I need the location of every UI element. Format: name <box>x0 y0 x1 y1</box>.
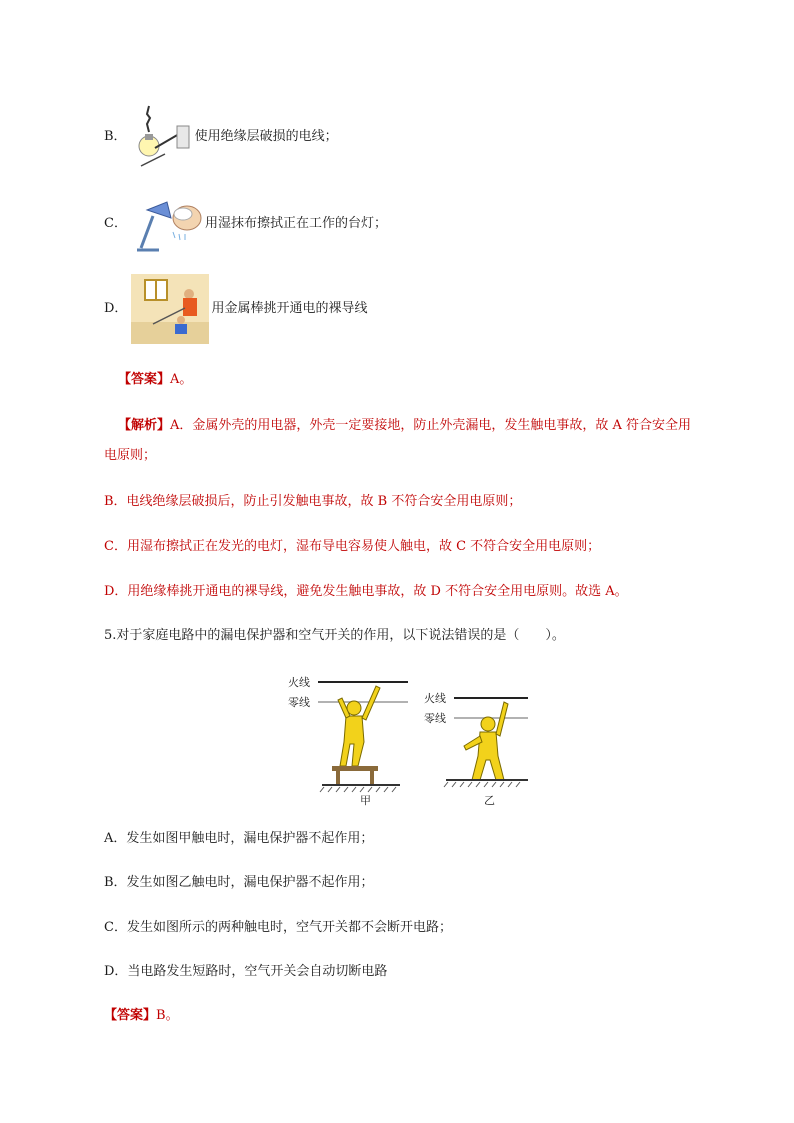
option-letter: D． <box>104 301 128 316</box>
analysis-tag: 【解析】 <box>118 418 171 433</box>
q5-option-c: C．发生如图所示的两种触电时，空气开关都不会断开电路； <box>104 920 452 935</box>
answer-5 <box>104 1006 179 1026</box>
person-on-stool <box>338 686 380 766</box>
metal-rod-wire-image <box>131 274 209 344</box>
answer-value: B。 <box>156 1008 179 1023</box>
person-on-ground <box>464 702 508 780</box>
stool <box>332 766 378 785</box>
option-text: 使用绝缘层破损的电线； <box>194 129 338 144</box>
option-text: 用湿抹布擦拭正在工作的台灯； <box>204 216 387 231</box>
neutral-wire-label-right: 零线 <box>424 712 446 725</box>
broken-wire-bulb-image <box>135 104 193 170</box>
caption-jia: 甲 <box>360 794 371 807</box>
option-b <box>104 104 338 170</box>
live-wire-label-right: 火线 <box>424 692 446 705</box>
live-wire-label-left: 火线 <box>288 676 310 689</box>
wet-cloth-lamp-image <box>133 196 203 252</box>
analysis-line-3: C．用湿布擦拭正在发光的电灯，湿布导电容易使人触电，故 C 不符合安全用电原则； <box>104 539 601 554</box>
answer-value: A。 <box>170 372 193 387</box>
electric-shock-figure <box>282 668 532 808</box>
q5-option-a: A．发生如图甲触电时，漏电保护器不起作用； <box>104 831 374 846</box>
question-5-stem: 5.对于家庭电路中的漏电保护器和空气开关的作用，以下说法错误的是（ ）。 <box>104 628 565 643</box>
answer-tag: 【答案】 <box>118 372 171 387</box>
analysis-line-2: B．电线绝缘层破损后，防止引发触电事故，故 B 不符合安全用电原则； <box>104 494 522 509</box>
answer-tag: 【答案】 <box>104 1008 157 1023</box>
analysis-line-4: D．用绝缘棒挑开通电的裸导线，避免发生触电事故，故 D 不符合安全用电原则。故选 A。 <box>104 584 628 599</box>
neutral-wire-label-left: 零线 <box>288 696 310 709</box>
analysis-line-1: 【解析】A．金属外壳的用电器，外壳一定要接地，防止外壳漏电，发生触电事故，故 A 符合安全用 <box>118 418 692 433</box>
option-c <box>104 196 387 252</box>
caption-yi: 乙 <box>484 794 495 807</box>
option-letter: B． <box>104 129 127 144</box>
q5-option-b: B．发生如图乙触电时，漏电保护器不起作用； <box>104 875 374 890</box>
q5-option-d: D．当电路发生短路时，空气开关会自动切断电路 <box>104 964 388 979</box>
option-letter: C． <box>104 216 127 231</box>
option-d <box>104 274 367 344</box>
analysis-line-1b: 电原则； <box>104 448 157 463</box>
answer-4 <box>118 370 192 390</box>
option-text: 用金属棒挑开通电的裸导线 <box>211 301 368 316</box>
